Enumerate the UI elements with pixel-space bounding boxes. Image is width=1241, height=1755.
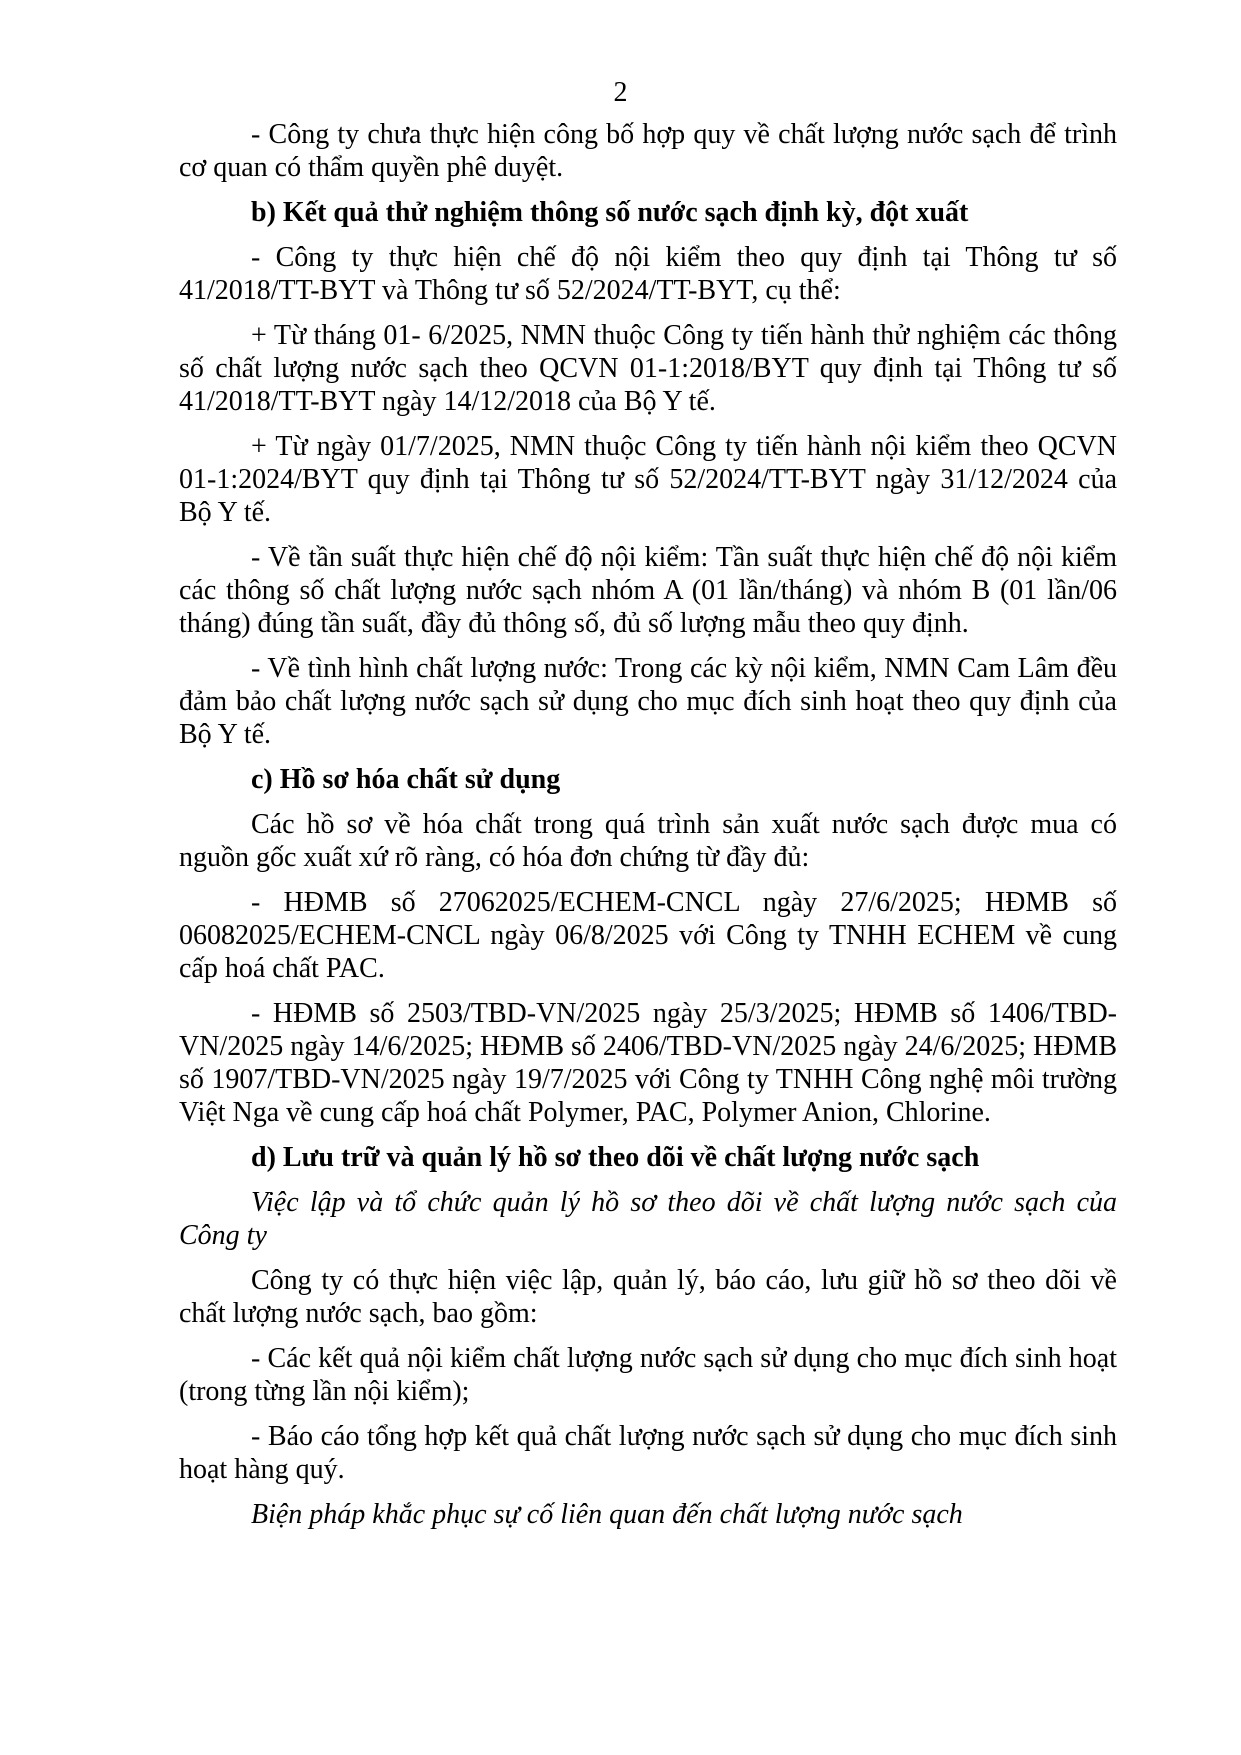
subheading-record-management: Việc lập và tổ chức quản lý hồ sơ theo dõi về chất lượng nước sạch của Công ty (179, 1187, 1117, 1251)
paragraph-internal-inspection: - Công ty thực hiện chế độ nội kiểm theo quy định tại Thông tư số 41/2018/TT-BYT và Thông tư số 52/2024/TT-BYT, cụ thể: (179, 242, 1117, 306)
paragraph-tbd-contracts: - HĐMB số 2503/TBD-VN/2025 ngày 25/3/2025; HĐMB số 1406/TBD-VN/2025 ngày 14/6/2025; HĐMB số 2406/TBD-VN/2025 ngày 24/6/2025; HĐMB số 1907/TBD-VN/2025 ngày 19/7/2025 với Công ty TNHH Công nghệ môi trường Việt Nga về cung cấp hoá chất Polymer, PAC, Polymer Anion, Chlorine. (179, 998, 1117, 1128)
document-body (179, 118, 1117, 1543)
paragraph-echem-contracts: - HĐMB số 27062025/ECHEM-CNCL ngày 27/6/2025; HĐMB số 06082025/ECHEM-CNCL ngày 06/8/2025 với Công ty TNHH ECHEM về cung cấp hoá chất PAC. (179, 887, 1117, 984)
paragraph-records-include: Công ty có thực hiện việc lập, quản lý, báo cáo, lưu giữ hồ sơ theo dõi về chất lượng nước sạch, bao gồm: (179, 1265, 1117, 1329)
paragraph-inspection-frequency: - Về tần suất thực hiện chế độ nội kiểm: Tần suất thực hiện chế độ nội kiểm các thông số chất lượng nước sạch nhóm A (01 lần/tháng) và nhóm B (01 lần/06 tháng) đúng tần suất, đầy đủ thông số, đủ số lượng mẫu theo quy định. (179, 542, 1117, 639)
section-heading-b: b) Kết quả thử nghiệm thông số nước sạch định kỳ, đột xuất (251, 197, 969, 228)
paragraph-inspection-results: - Các kết quả nội kiểm chất lượng nước sạch sử dụng cho mục đích sinh hoạt (trong từng lần nội kiểm); (179, 1343, 1117, 1407)
paragraph-from-jul-2025: + Từ ngày 01/7/2025, NMN thuộc Công ty tiến hành nội kiểm theo QCVN 01-1:2024/BYT quy định tại Thông tư số 52/2024/TT-BYT ngày 31/12/2024 của Bộ Y tế. (179, 431, 1117, 528)
section-heading-c: c) Hồ sơ hóa chất sử dụng (251, 764, 561, 795)
paragraph-no-conformity-declaration: - Công ty chưa thực hiện công bố hợp quy về chất lượng nước sạch để trình cơ quan có thẩm quyền phê duyệt. (179, 119, 1117, 183)
paragraph-water-quality-status: - Về tình hình chất lượng nước: Trong các kỳ nội kiểm, NMN Cam Lâm đều đảm bảo chất lượng nước sạch sử dụng cho mục đích sinh hoạt theo quy định của Bộ Y tế. (179, 653, 1117, 750)
paragraph-quarterly-report: - Báo cáo tổng hợp kết quả chất lượng nước sạch sử dụng cho mục đích sinh hoạt hàng quý. (179, 1421, 1117, 1485)
paragraph-chemical-records: Các hồ sơ về hóa chất trong quá trình sản xuất nước sạch được mua có nguồn gốc xuất xứ rõ ràng, có hóa đơn chứng từ đầy đủ: (179, 809, 1117, 873)
page-number: 2 (613, 77, 628, 108)
paragraph-jan-jun-2025: + Từ tháng 01- 6/2025, NMN thuộc Công ty tiến hành thử nghiệm các thông số chất lượng nước sạch theo QCVN 01-1:2018/BYT quy định tại Thông tư số 41/2018/TT-BYT ngày 14/12/2018 của Bộ Y tế. (179, 320, 1117, 417)
section-heading-d: d) Lưu trữ và quản lý hồ sơ theo dõi về chất lượng nước sạch (251, 1142, 980, 1173)
subheading-remedial-measures: Biện pháp khắc phục sự cố liên quan đến chất lượng nước sạch (251, 1499, 963, 1530)
